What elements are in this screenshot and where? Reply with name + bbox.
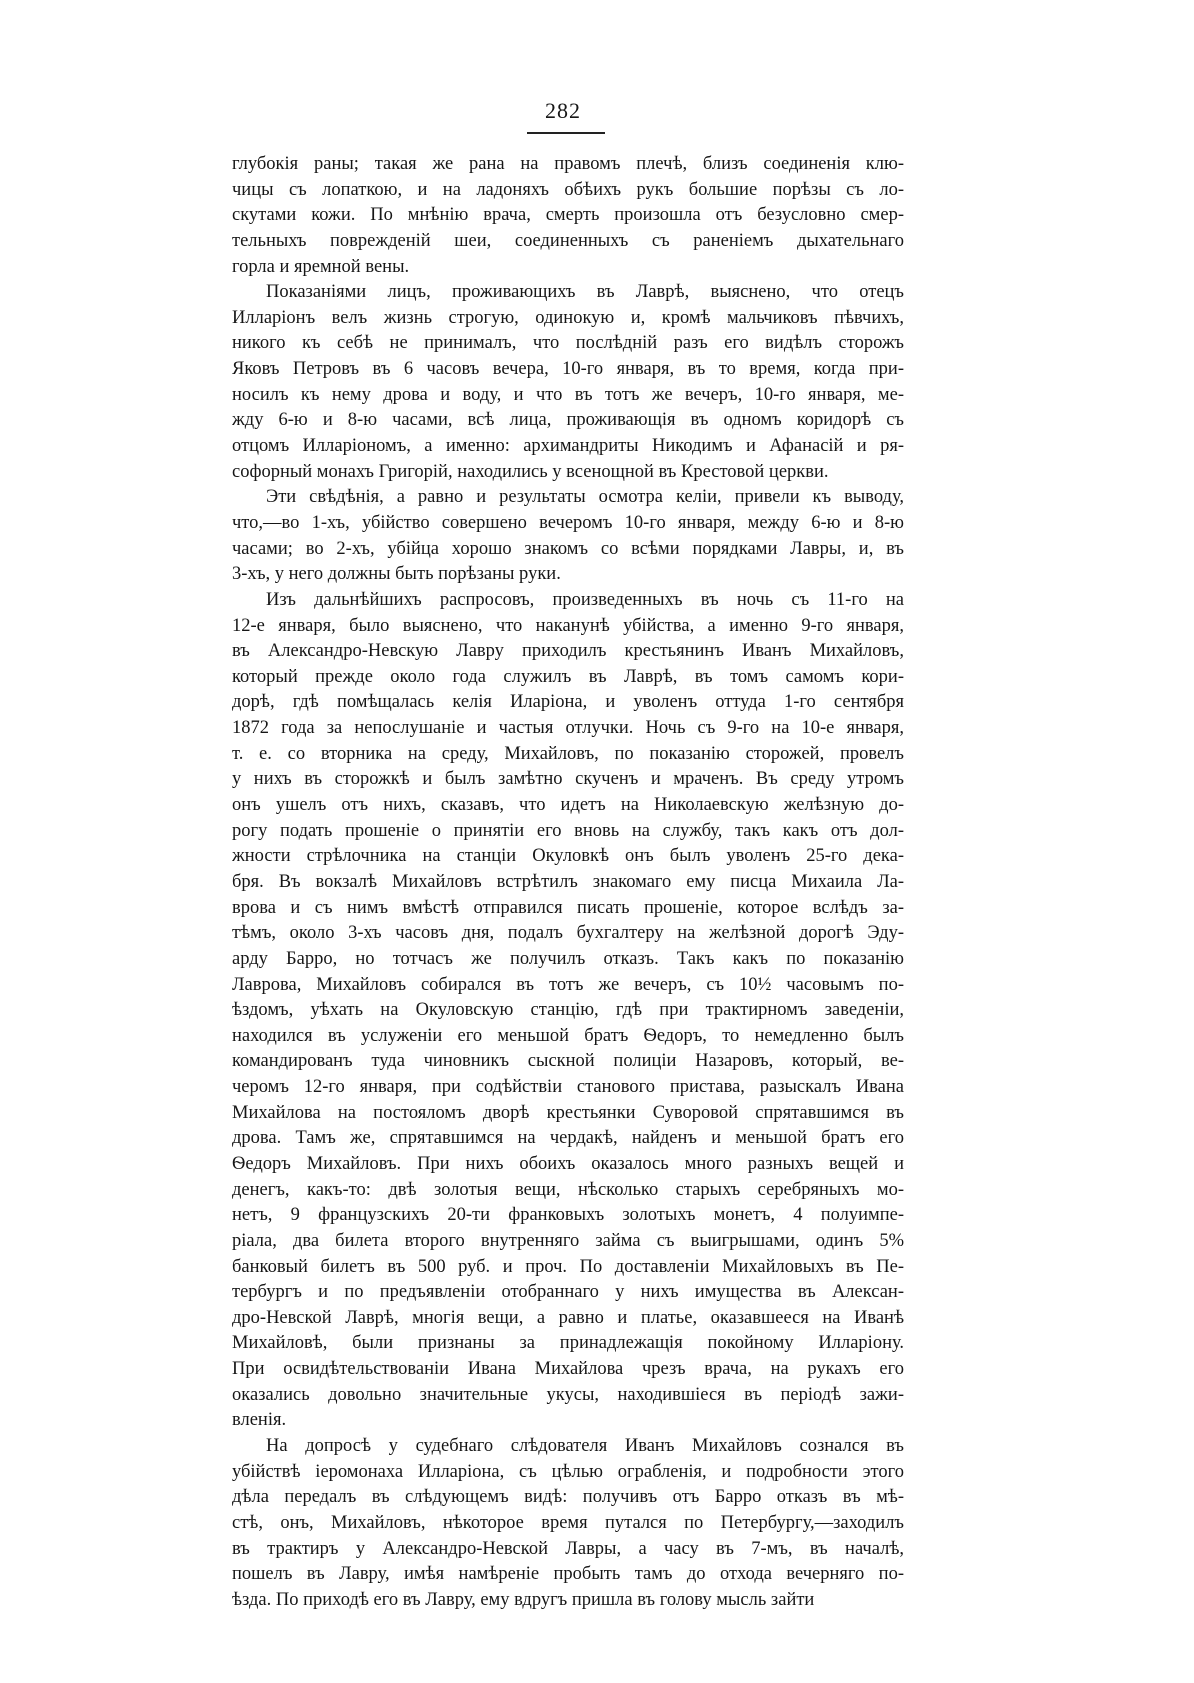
text-line: тельныхъ поврежденій шеи, соединенныхъ съ раненіемъ дыхательнаго [232, 230, 904, 251]
paragraph [232, 485, 904, 588]
text-line: что,—во 1-хъ, убійство совершено вечеромъ 10-го января, между 6-ю и 8-ю [232, 512, 904, 533]
text-line: ріала, два билета второго внутренняго займа съ выигрышами, одинъ 5% [232, 1230, 904, 1251]
text-line: денегъ, какъ-то: двѣ золотыя вещи, нѣсколько старыхъ серебряныхъ мо- [232, 1179, 904, 1200]
page-number-rule [527, 132, 605, 134]
text-line: Эти свѣдѣнія, а равно и результаты осмотра келіи, привели къ выводу, [266, 487, 904, 508]
text-line: въ Александро-Невскую Лавру приходилъ крестьянинъ Иванъ Михайловъ, [232, 641, 904, 662]
text-line: пошелъ въ Лавру, имѣя намѣреніе пробыть тамъ до отхода вечерняго по- [232, 1564, 904, 1585]
text-line: носилъ къ нему дрова и воду, и что въ тотъ же вечеръ, 10-го января, ме- [232, 384, 904, 405]
text-line: стѣ, онъ, Михайловъ, нѣкоторое время путался по Петербургу,—заходилъ [232, 1512, 904, 1533]
paragraph [232, 1434, 904, 1613]
text-line: который прежде около года служилъ въ Лаврѣ, въ томъ самомъ кори- [232, 666, 904, 687]
text-line: врова и съ нимъ вмѣстѣ отправился писать прошеніе, которое вслѣдъ за- [232, 897, 904, 918]
text-line: дѣла передалъ въ слѣдующемъ видѣ: получивъ отъ Барро отказъ въ мѣ- [232, 1487, 904, 1508]
text-line: жности стрѣлочника на станціи Окуловкѣ онъ былъ уволенъ 25-го дека- [232, 846, 904, 867]
text-line: 1872 года за непослушаніе и частыя отлучки. Ночь съ 9-го на 10-е января, [232, 718, 904, 739]
text-line: банковый билетъ въ 500 руб. и проч. По доставленіи Михайловыхъ въ Пе- [232, 1256, 904, 1277]
paragraph [232, 152, 904, 280]
text-line: При освидѣтельствованіи Ивана Михайлова чрезъ врача, на рукахъ его [232, 1359, 904, 1380]
text-line: оказались довольно значительные укусы, находившіеся въ періодѣ зажи- [232, 1384, 904, 1405]
text-line: глубокія раны; такая же рана на правомъ плечѣ, близъ соединенія клю- [232, 154, 904, 174]
text-line: Яковъ Петровъ въ 6 часовъ вечера, 10-го января, въ то время, когда при- [232, 359, 904, 380]
text-line: ѣздомъ, уѣхать на Окуловскую станцію, гдѣ при трактирномъ заведеніи, [232, 1000, 904, 1021]
text-line: тербургъ и по предъявленіи отобраннаго у нихъ имущества въ Алексан- [232, 1282, 904, 1303]
text-line: скутами кожи. По мнѣнію врача, смерть произошла отъ безусловно смер- [232, 205, 904, 226]
text-line: Михайловѣ, были признаны за принадлежащія покойному Илларіону. [232, 1333, 904, 1354]
body-text [232, 152, 904, 1614]
text-line: нетъ, 9 французскихъ 20-ти франковыхъ золотыхъ монетъ, 4 полуимпе- [232, 1205, 904, 1226]
text-line: ѣзда. По приходѣ его въ Лавру, ему вдругъ пришла въ голову мысль зайти [232, 1589, 815, 1610]
text-line: у нихъ въ сторожкѣ и былъ замѣтно скученъ и мраченъ. Въ среду утромъ [232, 769, 904, 790]
text-line: командированъ туда чиновникъ сыскной полиціи Назаровъ, который, ве- [232, 1051, 904, 1072]
text-line: Михайлова на постояломъ дворѣ крестьянки Суворовой спрятавшимся въ [232, 1102, 904, 1123]
paragraph [232, 280, 904, 485]
text-line: часами; во 2-хъ, убійца хорошо знакомъ со всѣми порядками Лавры, и, въ [232, 538, 904, 559]
text-line: Лаврова, Михайловъ собирался въ тотъ же вечеръ, съ 10½ часовымъ по- [232, 974, 904, 995]
text-line: бря. Въ вокзалѣ Михайловъ встрѣтилъ знакомаго ему писца Михаила Ла- [232, 871, 904, 892]
text-line: Показаніями лицъ, проживающихъ въ Лаврѣ, выяснено, что отецъ [266, 282, 904, 303]
text-line: рогу подать прошеніе о принятіи его вновь на службу, такъ какъ отъ дол- [232, 820, 904, 841]
text-line: т. е. со вторника на среду, Михайловъ, по показанію сторожей, провелъ [232, 743, 904, 764]
text-line: Ѳедоръ Михайловъ. При нихъ обоихъ оказалось много разныхъ вещей и [232, 1153, 904, 1174]
page-number: 282 [545, 98, 581, 123]
text-line: Изъ дальнѣйшихъ распросовъ, произведенныхъ въ ночь съ 11-го на [266, 589, 904, 610]
text-line: дро-Невской Лаврѣ, многія вещи, а равно и платье, оказавшееся на Иванѣ [232, 1307, 904, 1328]
text-line: 12-е января, было выяснено, что наканунѣ убійства, а именно 9-го января, [232, 615, 904, 636]
text-line: тѣмъ, около 3-хъ часовъ дня, подалъ бухгалтеру на желѣзной дорогѣ Эду- [232, 923, 904, 944]
text-line: На допросѣ у судебнаго слѣдователя Иванъ Михайловъ сознался въ [266, 1436, 904, 1457]
text-line: убійствѣ іеромонаха Илларіона, съ цѣлью ограбленія, и подробности этого [232, 1461, 904, 1482]
text-line: чицы съ лопаткою, и на ладоняхъ обѣихъ рукъ большие порѣзы съ ло- [232, 179, 904, 200]
text-line: дрова. Тамъ же, спрятавшимся на чердакѣ, найденъ и меньшой братъ его [232, 1128, 904, 1149]
paragraph [232, 588, 904, 1434]
text-line: горла и яремной вены. [232, 256, 410, 277]
text-line: 3-хъ, у него должны быть порѣзаны руки. [232, 564, 561, 585]
text-line: софорный монахъ Григорій, находились у всенощной въ Крестовой церкви. [232, 461, 829, 482]
text-line: Илларіонъ велъ жизнь строгую, одинокую и, кромѣ мальчиковъ пѣвчихъ, [232, 307, 904, 328]
text-line: онъ ушелъ отъ нихъ, сказавъ, что идетъ на Николаевскую желѣзную до- [232, 795, 904, 816]
text-line: въ трактиръ у Александро-Невской Лавры, а часу въ 7-мъ, въ началѣ, [232, 1538, 904, 1559]
text-line: жду 6-ю и 8-ю часами, всѣ лица, проживающія въ одномъ коридорѣ съ [232, 410, 904, 431]
text-line: дорѣ, гдѣ помѣщалась келія Иларіона, и уволенъ оттуда 1-го сентября [232, 692, 904, 713]
text-line: вленія. [232, 1410, 287, 1431]
text-line: черомъ 12-го января, при содѣйствіи станового пристава, разыскалъ Ивана [232, 1077, 904, 1098]
text-line: арду Барро, но тотчасъ же получилъ отказъ. Такъ какъ по показанію [232, 948, 904, 969]
text-line: находился въ услуженіи его меньшой братъ Ѳедоръ, то немедленно былъ [232, 1025, 904, 1046]
text-line: отцомъ Илларіономъ, а именно: архимандриты Никодимъ и Афанасій и ря- [232, 436, 904, 457]
text-line: никого къ себѣ не принималъ, что послѣдній разъ его видѣлъ сторожъ [232, 333, 904, 354]
